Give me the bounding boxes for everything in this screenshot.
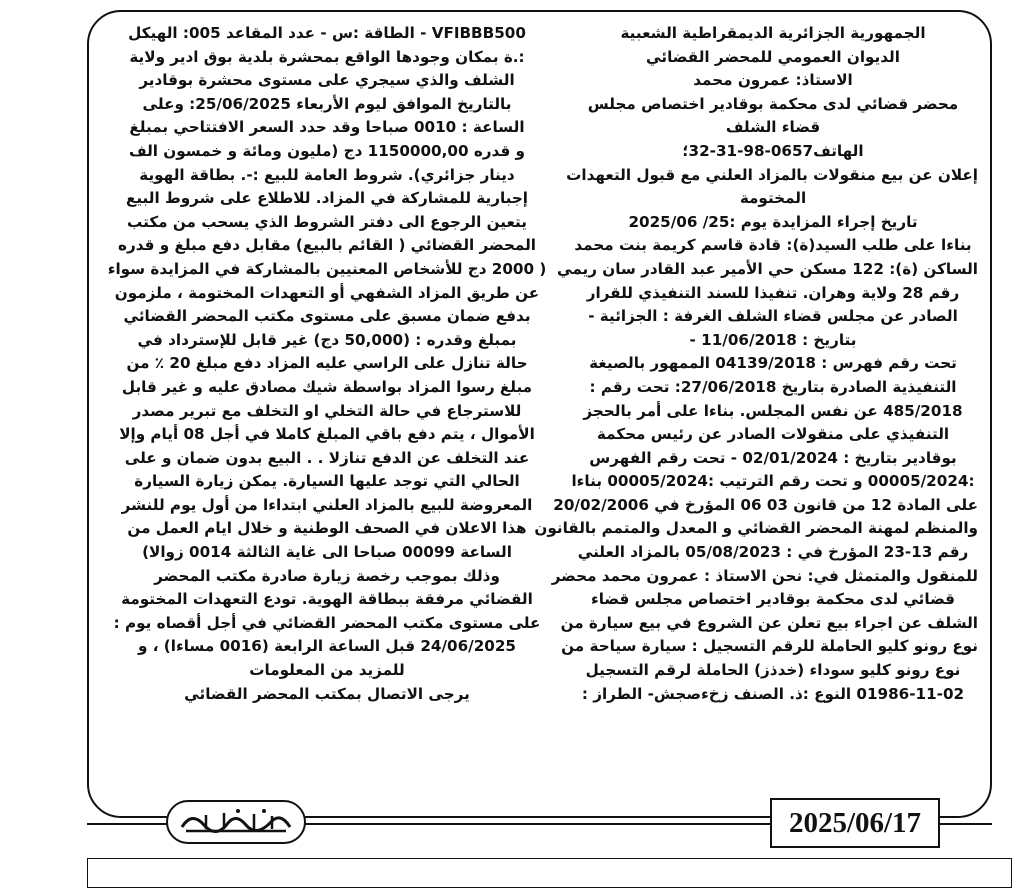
- text-line: رقم 13-23 المؤرخ في : 05/08/2023 بالمزاد العلني: [577, 543, 969, 562]
- right-column: [534, 22, 978, 706]
- text-line: الساعة : 0010 صباحا وقد حدد السعر الافتتاحي بمبلغ: [129, 118, 525, 137]
- text-line: دينار جزائري). شروط العامة للبيع :-. بطاقة الهوية: [139, 165, 515, 184]
- left-column: [102, 22, 552, 706]
- footer-rule-middle: [305, 823, 771, 825]
- newspaper-logo-icon: [166, 800, 306, 844]
- newspaper-logo-art: [176, 805, 296, 839]
- text-line: المعروضة للبيع بالمزاد العلني ابتداءا من أول يوم للنشر: [121, 495, 533, 514]
- text-line: و قدره 1150000,00 دج (مليون ومائة و خمسون الف: [129, 141, 525, 160]
- text-line: ( 2000 دج للأشخاص المعنيين بالمشاركة في المزايدة سواء: [107, 259, 547, 278]
- text-line: بدفع ضمان مسبق على مستوى مكتب المحضر القضائي: [123, 307, 531, 326]
- text-line: 01986-11-02 النوع :ذ. الصنف زخءصجش- الطراز :: [581, 684, 965, 703]
- text-line: المحضر القضائي ( القائم بالبيع) مقابل دفع مبلغ و قدره: [118, 236, 536, 255]
- text-line: مبلغ رسوا المزاد بواسطة شيك مصادق عليه و غير قابل: [121, 377, 533, 396]
- text-line: عند التخلف عن الدفع تنازلا . . البيع بدون ضمان و على: [124, 448, 530, 467]
- text-line: يرجى الاتصال بمكتب المحضر القضائي: [184, 684, 470, 703]
- text-line: حالة تنازل على الراسي عليه المزاد دفع مبلغ 20 ٪ من: [126, 354, 528, 373]
- publication-date: 2025/06/17: [770, 798, 940, 848]
- text-line: القضائي مرفقة ببطاقة الهوية. تودع التعهدات المختومة: [121, 590, 533, 609]
- text-line: الاستاذ: عمرون محمد: [693, 71, 853, 90]
- text-line: الساعة 00099 صباحا الى غاية الثالثة 0014 زوالا): [142, 543, 512, 562]
- text-line: قضائي لدى محكمة بوقادير اختصاص مجلس قضاء: [590, 590, 956, 609]
- text-line: المختومة: [739, 189, 807, 208]
- text-line: :.ة بمكان وجودها الواقع بمحشرة بلدية بوق ادير ولاية: [129, 47, 525, 66]
- next-item-border: [87, 858, 1012, 888]
- text-line: عن طريق المزاد الشفهي أو التعهدات المختومة ، ملزمون: [114, 283, 540, 302]
- text-line: بتاريخ : 11/06/2018 -: [689, 330, 857, 349]
- text-line: 485/2018 عن نفس المجلس. بناءا على أمر بالحجز: [583, 401, 963, 420]
- text-line: الديوان العمومي للمحضر القضائي: [646, 47, 900, 66]
- text-line: والمنظم لمهنة المحضر القضائي و المعدل والمتمم بالقانون: [534, 519, 978, 538]
- text-line: هذا الاعلان في الصحف الوطنية و خلال ايام العمل من: [127, 519, 527, 538]
- text-line: الأموال ، يتم دفع باقي المبلغ كاملا في أجل 08 أيام وإلا: [119, 425, 535, 444]
- text-line: VFIBBB500 - الطاقة :س - عدد المقاعد 005: الهيكل: [128, 24, 526, 42]
- text-line: تاريخ إجراء المزايدة يوم :25/ 2025/06: [628, 212, 918, 231]
- text-line: الهاتف0657-98-31-32؛: [682, 141, 864, 160]
- text-line: بوقادير بتاريخ : 02/01/2024 - تحت رقم الفهرس: [589, 448, 957, 467]
- text-line: الساكن (ة): 122 مسكن حي الأمير عبد القادر سان ريمي: [556, 259, 978, 278]
- text-line: الصادر عن مجلس قضاء الشلف الغرفة : الجزائية -: [588, 307, 958, 326]
- text-line: يتعين الرجوع الى دفتر الشروط الذي يسحب من مكتب: [127, 212, 527, 231]
- text-line: محضر قضائي لدى محكمة بوقادير اختصاص مجلس: [587, 94, 959, 113]
- text-line: تحت رقم فهرس : 04139/2018 الممهور بالصيغة: [589, 354, 957, 373]
- text-line: نوع رونو كليو سوداء (خدذز) الحاملة لرقم التسجيل: [585, 661, 961, 680]
- text-line: إعلان عن بيع منقولات بالمزاد العلني مع قبول التعهدات: [566, 165, 978, 184]
- text-line: قضاء الشلف: [725, 118, 821, 137]
- text-line: التنفيذي على منقولات الصادر عن رئيس محكمة: [596, 425, 950, 444]
- text-line: على مستوى مكتب المحضر القضائي في أجل أقصاه يوم :: [113, 613, 541, 632]
- text-line: الشلف والذي سيجري على مستوى محشرة بوقادير: [139, 71, 515, 90]
- text-line: للمنقول والمتمثل في: نحن الاستاذ : عمرون محمد محضر: [551, 566, 978, 585]
- text-line: 24/06/2025 قبل الساعة الرابعة (0016 مساءا) ، و: [138, 637, 516, 656]
- text-line: بمبلغ وقدره : (50,000 دج) غير قابل للإسترداد في: [137, 330, 517, 349]
- text-line: الحالي التي توجد عليها السيارة. يمكن زيارة السيارة: [134, 472, 520, 491]
- text-line: للاسترجاع في حالة التخلي او التخلف مع تبرير مصدر: [132, 401, 522, 420]
- text-line: بالتاريخ الموافق ليوم الأربعاء 25/06/2025: وعلى: [142, 94, 512, 113]
- text-line: الشلف عن اجراء بيع تعلن عن الشروع في بيع سيارة من: [560, 613, 978, 632]
- text-line: وذلك بموجب رخصة زيارة صادرة مكتب المحضر: [154, 566, 500, 585]
- text-line: على المادة 12 من قانون 03 06 المؤرخ في 20/02/2006: [553, 495, 978, 514]
- text-line: رقم 28 ولاية وهران. تنفيذا للسند التنفيذي للقرار: [586, 283, 960, 302]
- text-line: بناءا على طلب السيد(ة): قادة قاسم كريمة بنت محمد: [574, 236, 972, 255]
- text-line: إجبارية للمشاركة في المزاد. للاطلاع على شروط البيع: [125, 189, 529, 208]
- text-line: التنفيذية الصادرة بتاريخ 27/06/2018: تحت رقم :: [589, 377, 957, 396]
- footer-rule-left: [87, 823, 167, 825]
- footer-rule-right: [939, 823, 992, 825]
- text-line: :00005/2024 و تحت رقم الترتيب :00005/2024 بناءا: [571, 472, 975, 491]
- text-line: الجمهورية الجزائرية الديمقراطية الشعبية: [620, 24, 926, 42]
- text-line: للمزيد من المعلومات: [249, 661, 405, 680]
- text-line: نوع رونو كليو الحاملة للرقم التسجيل : سيارة سياحة من: [561, 637, 978, 656]
